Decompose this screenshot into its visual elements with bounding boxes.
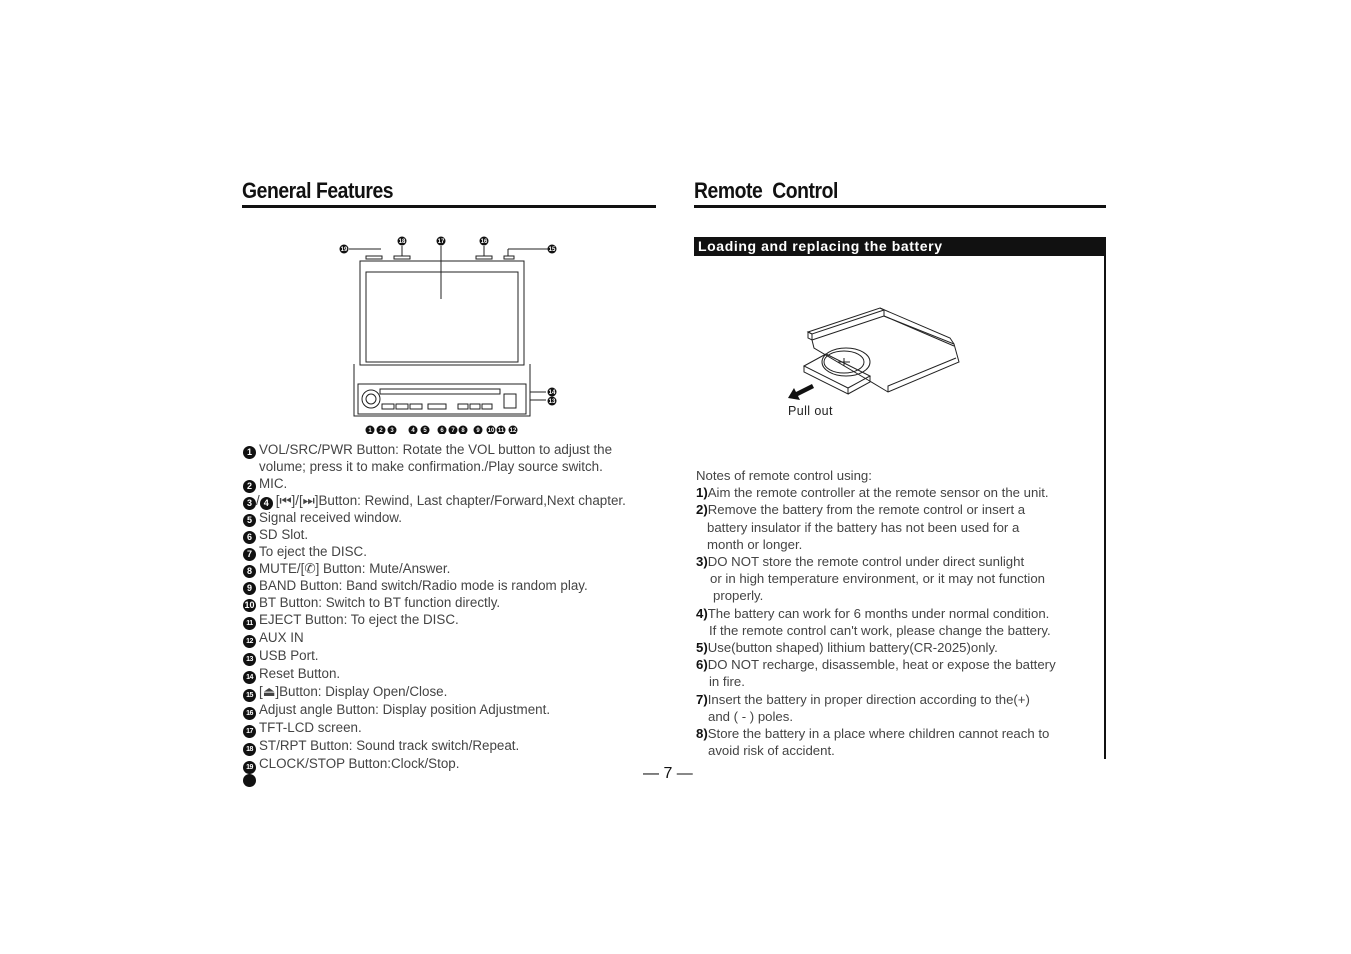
note-number: 8) bbox=[696, 726, 708, 742]
feature-text: [⏮]/[⏭]Button: Rewind, Last chapter/Forward,Next chapter. bbox=[275, 492, 626, 508]
svg-text:7: 7 bbox=[451, 428, 455, 434]
feature-text: USB Port. bbox=[259, 647, 319, 663]
note-text: DO NOT recharge, disassemble, heat or expose the battery bbox=[707, 657, 1056, 673]
page-number: — 7 — bbox=[643, 765, 693, 782]
svg-text:8: 8 bbox=[461, 428, 465, 434]
feature-text: BAND Button: Band switch/Radio mode is random play. bbox=[259, 577, 588, 593]
svg-text:3: 3 bbox=[390, 428, 394, 434]
feature-text: CLOCK/STOP Button:Clock/Stop. bbox=[259, 755, 460, 771]
feature-item bbox=[243, 648, 683, 666]
svg-text:17: 17 bbox=[437, 239, 445, 245]
note-number: 4) bbox=[696, 605, 708, 621]
feature-item bbox=[243, 476, 683, 493]
note-number: 5) bbox=[696, 640, 708, 656]
feature-item bbox=[243, 544, 683, 561]
number-badge: 16 bbox=[243, 707, 256, 720]
number-badge: 1 bbox=[243, 446, 256, 459]
feature-text: MIC. bbox=[259, 475, 288, 491]
note-text: avoid risk of accident. bbox=[708, 743, 835, 759]
note-text: battery insulator if the battery has not been used for a bbox=[707, 519, 1020, 535]
feature-item bbox=[243, 630, 683, 648]
svg-text:1: 1 bbox=[368, 428, 372, 434]
number-badge: 18 bbox=[243, 743, 256, 756]
feature-text: [⏏]Button: Display Open/Close. bbox=[259, 683, 448, 699]
number-badge: 3 bbox=[243, 497, 256, 510]
feature-text: ST/RPT Button: Sound track switch/Repeat. bbox=[259, 737, 520, 753]
feature-text: AUX IN bbox=[259, 629, 304, 645]
feature-text: SD Slot. bbox=[259, 526, 309, 542]
number-badge: 4 bbox=[260, 497, 273, 510]
note-text: Remove the battery from the remote control or insert a bbox=[707, 502, 1026, 518]
svg-text:2: 2 bbox=[379, 428, 383, 434]
number-badge: 8 bbox=[243, 565, 256, 578]
svg-text:6: 6 bbox=[440, 428, 444, 434]
svg-text:14: 14 bbox=[548, 390, 556, 396]
right-border-line bbox=[1104, 256, 1106, 759]
feature-text: Signal received window. bbox=[259, 509, 402, 525]
note-text: in fire. bbox=[709, 674, 745, 690]
number-badge: 19 bbox=[243, 761, 256, 774]
pull-out-label: Pull out bbox=[788, 404, 833, 418]
number-badge: 15 bbox=[243, 689, 256, 702]
note-text: The battery can work for 6 months under normal condition. bbox=[707, 605, 1050, 621]
feature-text: MUTE/[✆] Button: Mute/Answer. bbox=[259, 560, 451, 576]
general-features-title: General Features bbox=[242, 178, 394, 203]
feature-text: BT Button: Switch to BT function directly. bbox=[259, 594, 501, 610]
svg-text:18: 18 bbox=[398, 239, 406, 245]
note-number: 1) bbox=[696, 485, 708, 501]
feature-item bbox=[243, 612, 683, 630]
note-item bbox=[696, 553, 1098, 570]
svg-text:19: 19 bbox=[340, 247, 348, 253]
note-text: If the remote control can't work, please change the battery. bbox=[709, 622, 1051, 638]
note-number: 2) bbox=[696, 502, 708, 518]
note-text: Use(button shaped) lithium battery(CR-2025)only. bbox=[707, 640, 998, 656]
number-badge: 13 bbox=[243, 653, 256, 666]
feature-item bbox=[243, 510, 683, 527]
svg-text:12: 12 bbox=[509, 428, 517, 434]
note-text: and ( - ) poles. bbox=[708, 708, 794, 724]
feature-text: EJECT Button: To eject the DISC. bbox=[259, 611, 459, 627]
svg-text:15: 15 bbox=[548, 247, 556, 253]
number-badge: 5 bbox=[243, 514, 256, 527]
svg-text:11: 11 bbox=[497, 428, 505, 434]
svg-text:10: 10 bbox=[487, 428, 495, 434]
feature-item bbox=[243, 561, 683, 578]
note-item bbox=[696, 691, 1098, 708]
feature-text: To eject the DISC. bbox=[259, 543, 367, 559]
svg-text:9: 9 bbox=[476, 428, 480, 434]
feature-item bbox=[243, 738, 683, 756]
note-item bbox=[696, 484, 1098, 501]
feature-item bbox=[243, 756, 683, 774]
feature-item bbox=[243, 527, 683, 544]
note-number: 7) bbox=[696, 691, 708, 707]
note-item bbox=[696, 605, 1098, 622]
feature-list bbox=[243, 442, 683, 791]
svg-text:5: 5 bbox=[423, 428, 427, 434]
head-unit-diagram bbox=[336, 234, 576, 434]
number-badge: 9 bbox=[243, 582, 256, 595]
number-badge: 7 bbox=[243, 548, 256, 561]
remote-control-title: Remote Control bbox=[694, 178, 838, 203]
feature-text bbox=[259, 774, 683, 791]
feature-text: Adjust angle Button: Display position Adjustment. bbox=[259, 701, 551, 717]
number-badge: 10 bbox=[244, 599, 255, 610]
feature-item bbox=[243, 702, 683, 720]
svg-text:4: 4 bbox=[411, 428, 415, 434]
remote-battery-illustration bbox=[784, 304, 974, 404]
feature-item bbox=[243, 684, 683, 702]
feature-text: volume; press it to make confirmation./Play source switch. bbox=[259, 458, 603, 474]
feature-item: 3 / 4 [⏮]/[⏭]Button: Rewind, Last chapter/Forward,Next chapter. bbox=[243, 493, 683, 510]
feature-text: TFT-LCD screen. bbox=[259, 719, 362, 735]
feature-item bbox=[243, 666, 683, 684]
number-badge: 14 bbox=[243, 671, 256, 684]
number-badge: 17 bbox=[243, 725, 256, 738]
number-badge: 12 bbox=[243, 635, 256, 648]
feature-item bbox=[243, 578, 683, 595]
note-item bbox=[696, 501, 1098, 518]
note-number: 6) bbox=[696, 657, 708, 673]
note-text: DO NOT store the remote control under direct sunlight bbox=[707, 554, 1025, 570]
feature-text: Reset Button. bbox=[259, 665, 341, 681]
feature-text: VOL/SRC/PWR Button: Rotate the VOL button to adjust the bbox=[259, 442, 613, 457]
svg-text:16: 16 bbox=[480, 239, 488, 245]
battery-section-title: Loading and replacing the battery bbox=[694, 237, 1106, 256]
left-title-rule bbox=[242, 205, 656, 208]
note-text: Insert the battery in proper direction according to the(+) bbox=[707, 691, 1030, 707]
note-number: 3) bbox=[696, 554, 708, 570]
number-badge: 6 bbox=[243, 531, 256, 544]
note-text: Aim the remote controller at the remote sensor on the unit. bbox=[707, 485, 1049, 501]
note-text: properly. bbox=[713, 588, 764, 604]
number-badge: 11 bbox=[243, 617, 256, 630]
remote-notes bbox=[696, 467, 1098, 759]
feature-item bbox=[243, 442, 683, 476]
note-item bbox=[696, 656, 1098, 673]
right-title-rule bbox=[694, 205, 1106, 208]
note-text: month or longer. bbox=[707, 536, 803, 552]
note-text: or in high temperature environment, or it may not function bbox=[710, 571, 1045, 587]
number-badge: 2 bbox=[243, 480, 256, 493]
note-item bbox=[696, 639, 1098, 656]
number-badge bbox=[243, 774, 256, 787]
notes-title: Notes of remote control using: bbox=[696, 468, 872, 483]
note-item bbox=[696, 725, 1098, 742]
svg-text:13: 13 bbox=[548, 399, 556, 405]
feature-item bbox=[243, 720, 683, 738]
note-text: Store the battery in a place where children cannot reach to bbox=[707, 726, 1050, 742]
feature-item bbox=[243, 774, 683, 791]
feature-item bbox=[243, 595, 683, 612]
